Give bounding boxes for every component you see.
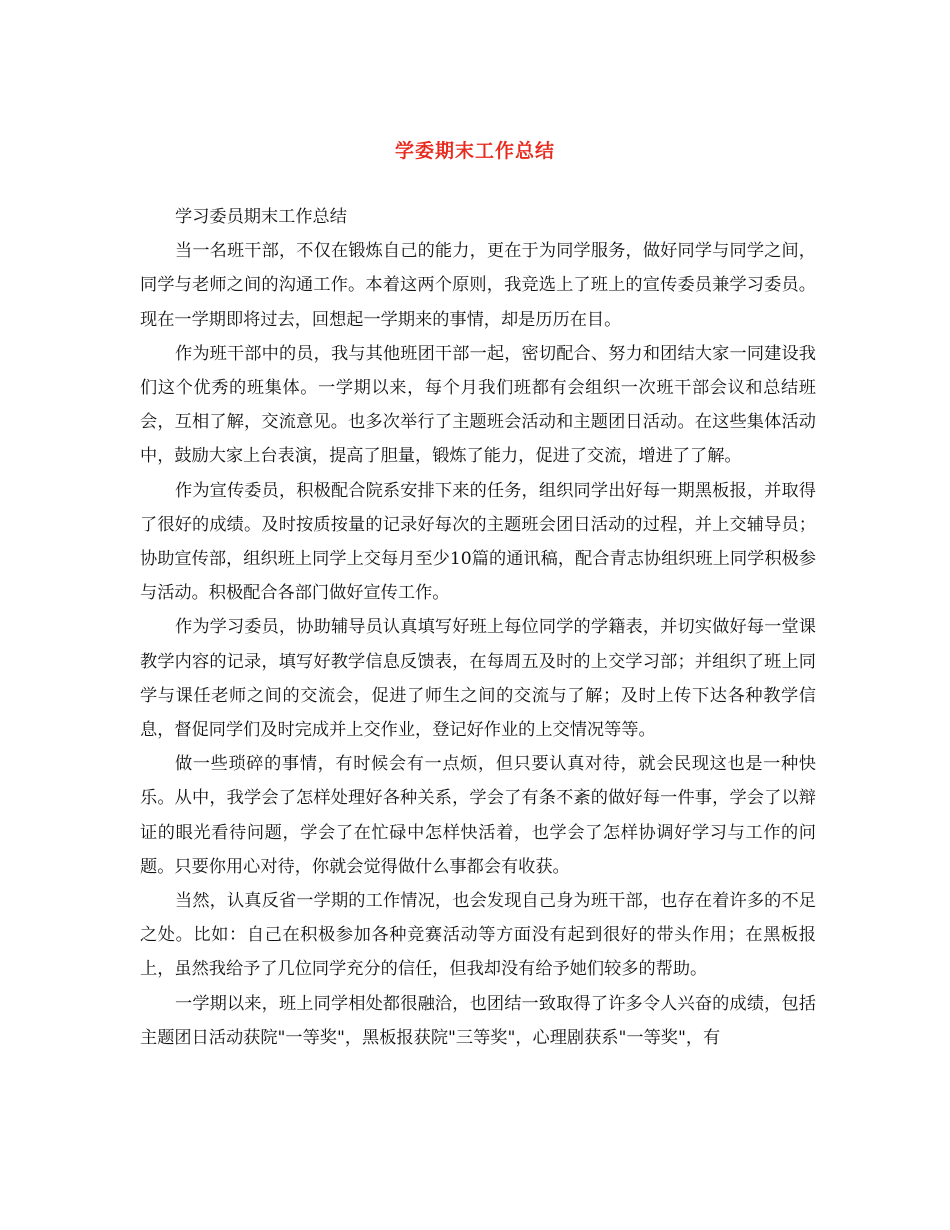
document-body	[140, 200, 816, 1055]
paragraph: 作为班干部中的员，我与其他班团干部一起，密切配合、努力和团结大家一同建设我们这个优秀的班集体。一学期以来，每个月我们班都有会组织一次班干部会议和总结班会，互相了解，交流意见。也多次举行了主题班会活动和主题团日活动。在这些集体活动中，鼓励大家上台表演，提高了胆量，锻炼了能力，促进了交流，增进了了解。	[140, 343, 816, 467]
document-title: 学委期末工作总结	[394, 140, 555, 162]
paragraph: 一学期以来，班上同学相处都很融洽，也团结一致取得了许多令人兴奋的成绩，包括主题团日活动获院"一等奖"，黑板报获院"三等奖"，心理剧获系"一等奖"，有	[140, 993, 816, 1048]
paragraph: 作为学习委员，协助辅导员认真填写好班上每位同学的学籍表，并切实做好每一堂课教学内容的记录，填写好教学信息反馈表，在每周五及时的上交学习部；并组织了班上同学与课任老师之间的交流会，促进了师生之间的交流与了解；及时上传下达各种教学信息，督促同学们及时完成并上交作业，登记好作业的上交情况等等。	[140, 617, 816, 741]
paragraph: 做一些琐碎的事情，有时候会有一点烦，但只要认真对待，就会民现这也是一种快乐。从中，我学会了怎样处理好各种关系，学会了有条不紊的做好每一件事，学会了以辩证的眼光看待问题，学会了在忙碌中怎样快活着，也学会了怎样协调好学习与工作的问题。只要你用心对待，你就会觉得做什么事都会有收获。	[140, 754, 816, 877]
paragraph: 当一名班干部，不仅在锻炼自己的能力，更在于为同学服务，做好同学与同学之间，同学与老师之间的沟通工作。本着这两个原则，我竞选上了班上的宣传委员兼学习委员。现在一学期即将过去，回想起一学期来的事情，却是历历在目。	[140, 241, 816, 330]
paragraph-subtitle: 学习委员期末工作总结	[175, 207, 347, 227]
paragraph: 作为宣传委员，积极配合院系安排下来的任务，组织同学出好每一期黑板报，并取得了很好的成绩。及时按质按量的记录好每次的主题班会团日活动的过程，并上交辅导员；协助宣传部，组织班上同学上交每月至少10篇的通讯稿，配合青志协组织班上同学积极参与活动。积极配合各部门做好宣传工作。	[140, 480, 816, 604]
paragraph: 当然，认真反省一学期的工作情况，也会发现自己身为班干部，也存在着许多的不足之处。比如：自己在积极参加各种竞赛活动等方面没有起到很好的带头作用；在黑板报上，虽然我给予了几位同学充分的信任，但我却没有给予她们较多的帮助。	[140, 891, 816, 980]
